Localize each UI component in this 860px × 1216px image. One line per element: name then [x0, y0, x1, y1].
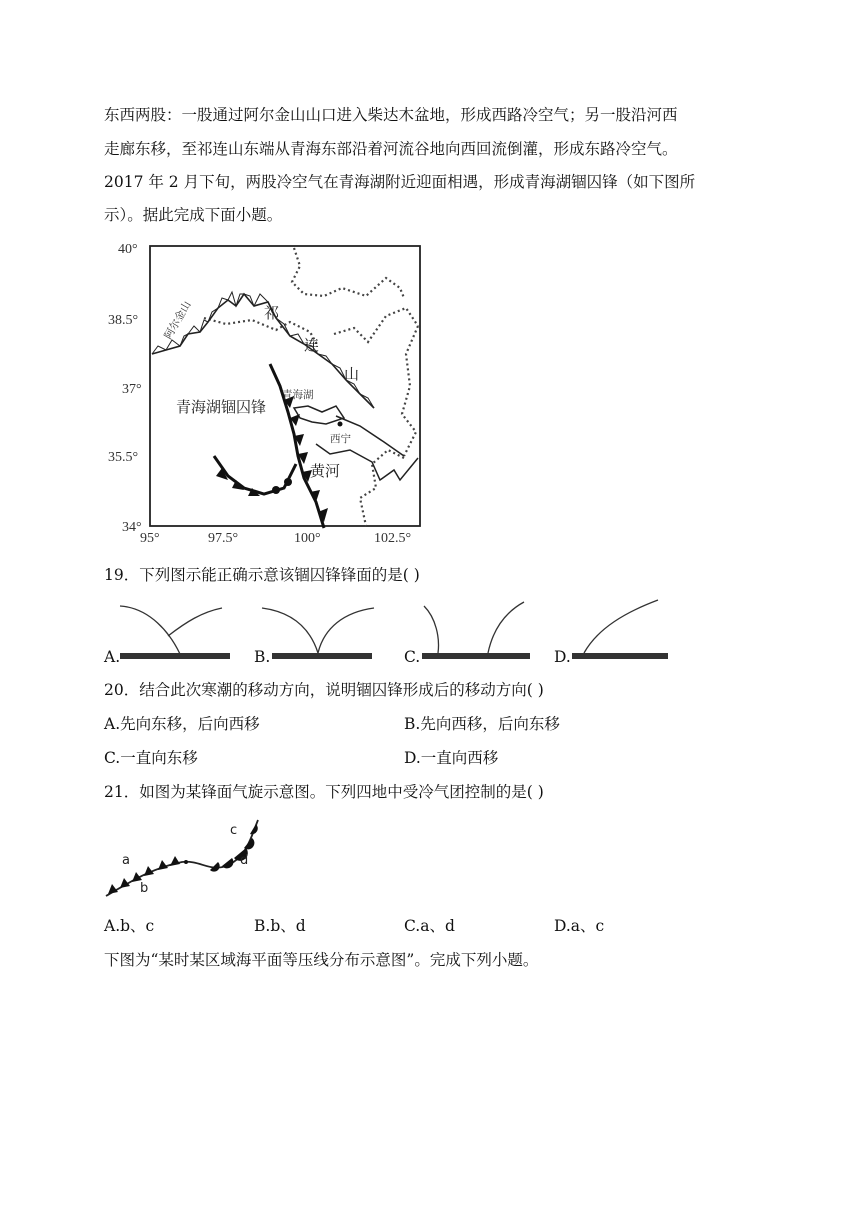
lat-label-38-5: 38.5°: [108, 313, 139, 328]
q19-option-b-figure[interactable]: [252, 598, 392, 668]
frontal-cyclone-figure: [100, 810, 280, 910]
shan-label: 山: [344, 365, 360, 383]
q21-option-d[interactable]: D.a、c: [554, 917, 605, 935]
intro-line-4: 示）。据此完成下面小题。: [104, 206, 283, 224]
lian-label: 连: [304, 336, 320, 354]
lon-label-102-5: 102.5°: [374, 531, 412, 546]
q19-stem: 19．下列图示能正确示意该锢囚锋锋面的是( ): [104, 566, 420, 584]
q20-option-b[interactable]: B.先向西移，后向东移: [404, 715, 560, 733]
yellow-river-label: 黄河: [310, 462, 341, 480]
xining-marker: [338, 422, 343, 427]
q20-option-d[interactable]: D.一直向西移: [404, 749, 499, 767]
q19-option-d-label[interactable]: D.: [554, 648, 571, 666]
q19-option-b-label[interactable]: B.: [254, 648, 271, 666]
q21-option-a[interactable]: A.b、c: [104, 917, 155, 935]
lon-label-95: 95°: [140, 531, 160, 546]
intro-line-1: 东西两股：一股通过阿尔金山山口进入柴达木盆地，形成西路冷空气；另一股沿河西: [104, 106, 678, 124]
xining-label: 西宁: [330, 433, 351, 445]
lon-label-100: 100°: [294, 531, 321, 546]
q19-option-d-figure[interactable]: [552, 598, 692, 668]
q20-stem: 20．结合此次寒潮的移动方向，说明锢囚锋形成后的移动方向( ): [104, 681, 544, 699]
lat-label-34: 34°: [122, 520, 142, 535]
q21-option-c[interactable]: C.a、d: [404, 917, 455, 935]
point-d-label: d: [240, 853, 249, 868]
occluded-front-map: [104, 236, 434, 546]
q20-option-a[interactable]: A.先向东移，后向西移: [104, 715, 260, 733]
lon-label-97-5: 97.5°: [208, 531, 239, 546]
lat-label-35-5: 35.5°: [108, 450, 139, 465]
lake-label: 青海湖: [282, 389, 314, 401]
intro-line-2: 走廊东移，至祁连山东端从青海东部沿着河流谷地向西回流倒灌，形成东路冷空气。: [104, 140, 678, 158]
q19-option-a-label[interactable]: A.: [104, 648, 121, 666]
q19-option-c-label[interactable]: C.: [404, 648, 421, 666]
q21-stem: 21．如图为某锋面气旋示意图。下列四地中受冷气团控制的是( ): [104, 783, 544, 801]
lat-label-40: 40°: [118, 242, 138, 257]
altun-mountain-label: 阿尔金山: [162, 299, 194, 342]
point-a-label: a: [122, 853, 130, 868]
next-section-intro: 下图为“某时某区域海平面等压线分布示意图”。完成下列小题。: [104, 951, 539, 969]
qi-label: 祁: [264, 304, 280, 322]
q19-option-c-figure[interactable]: [402, 598, 542, 668]
q20-option-c[interactable]: C.一直向东移: [104, 749, 198, 767]
q21-option-b[interactable]: B.b、d: [254, 917, 306, 935]
intro-line-3: 2017 年 2 月下旬，两股冷空气在青海湖附近迎面相遇，形成青海湖锢囚锋（如下图所: [104, 173, 696, 191]
q19-option-a-figure[interactable]: [100, 598, 240, 668]
front-label: 青海湖锢囚锋: [176, 398, 267, 416]
point-b-label: b: [140, 881, 149, 896]
point-c-label: c: [230, 823, 238, 838]
lat-label-37: 37°: [122, 382, 142, 397]
